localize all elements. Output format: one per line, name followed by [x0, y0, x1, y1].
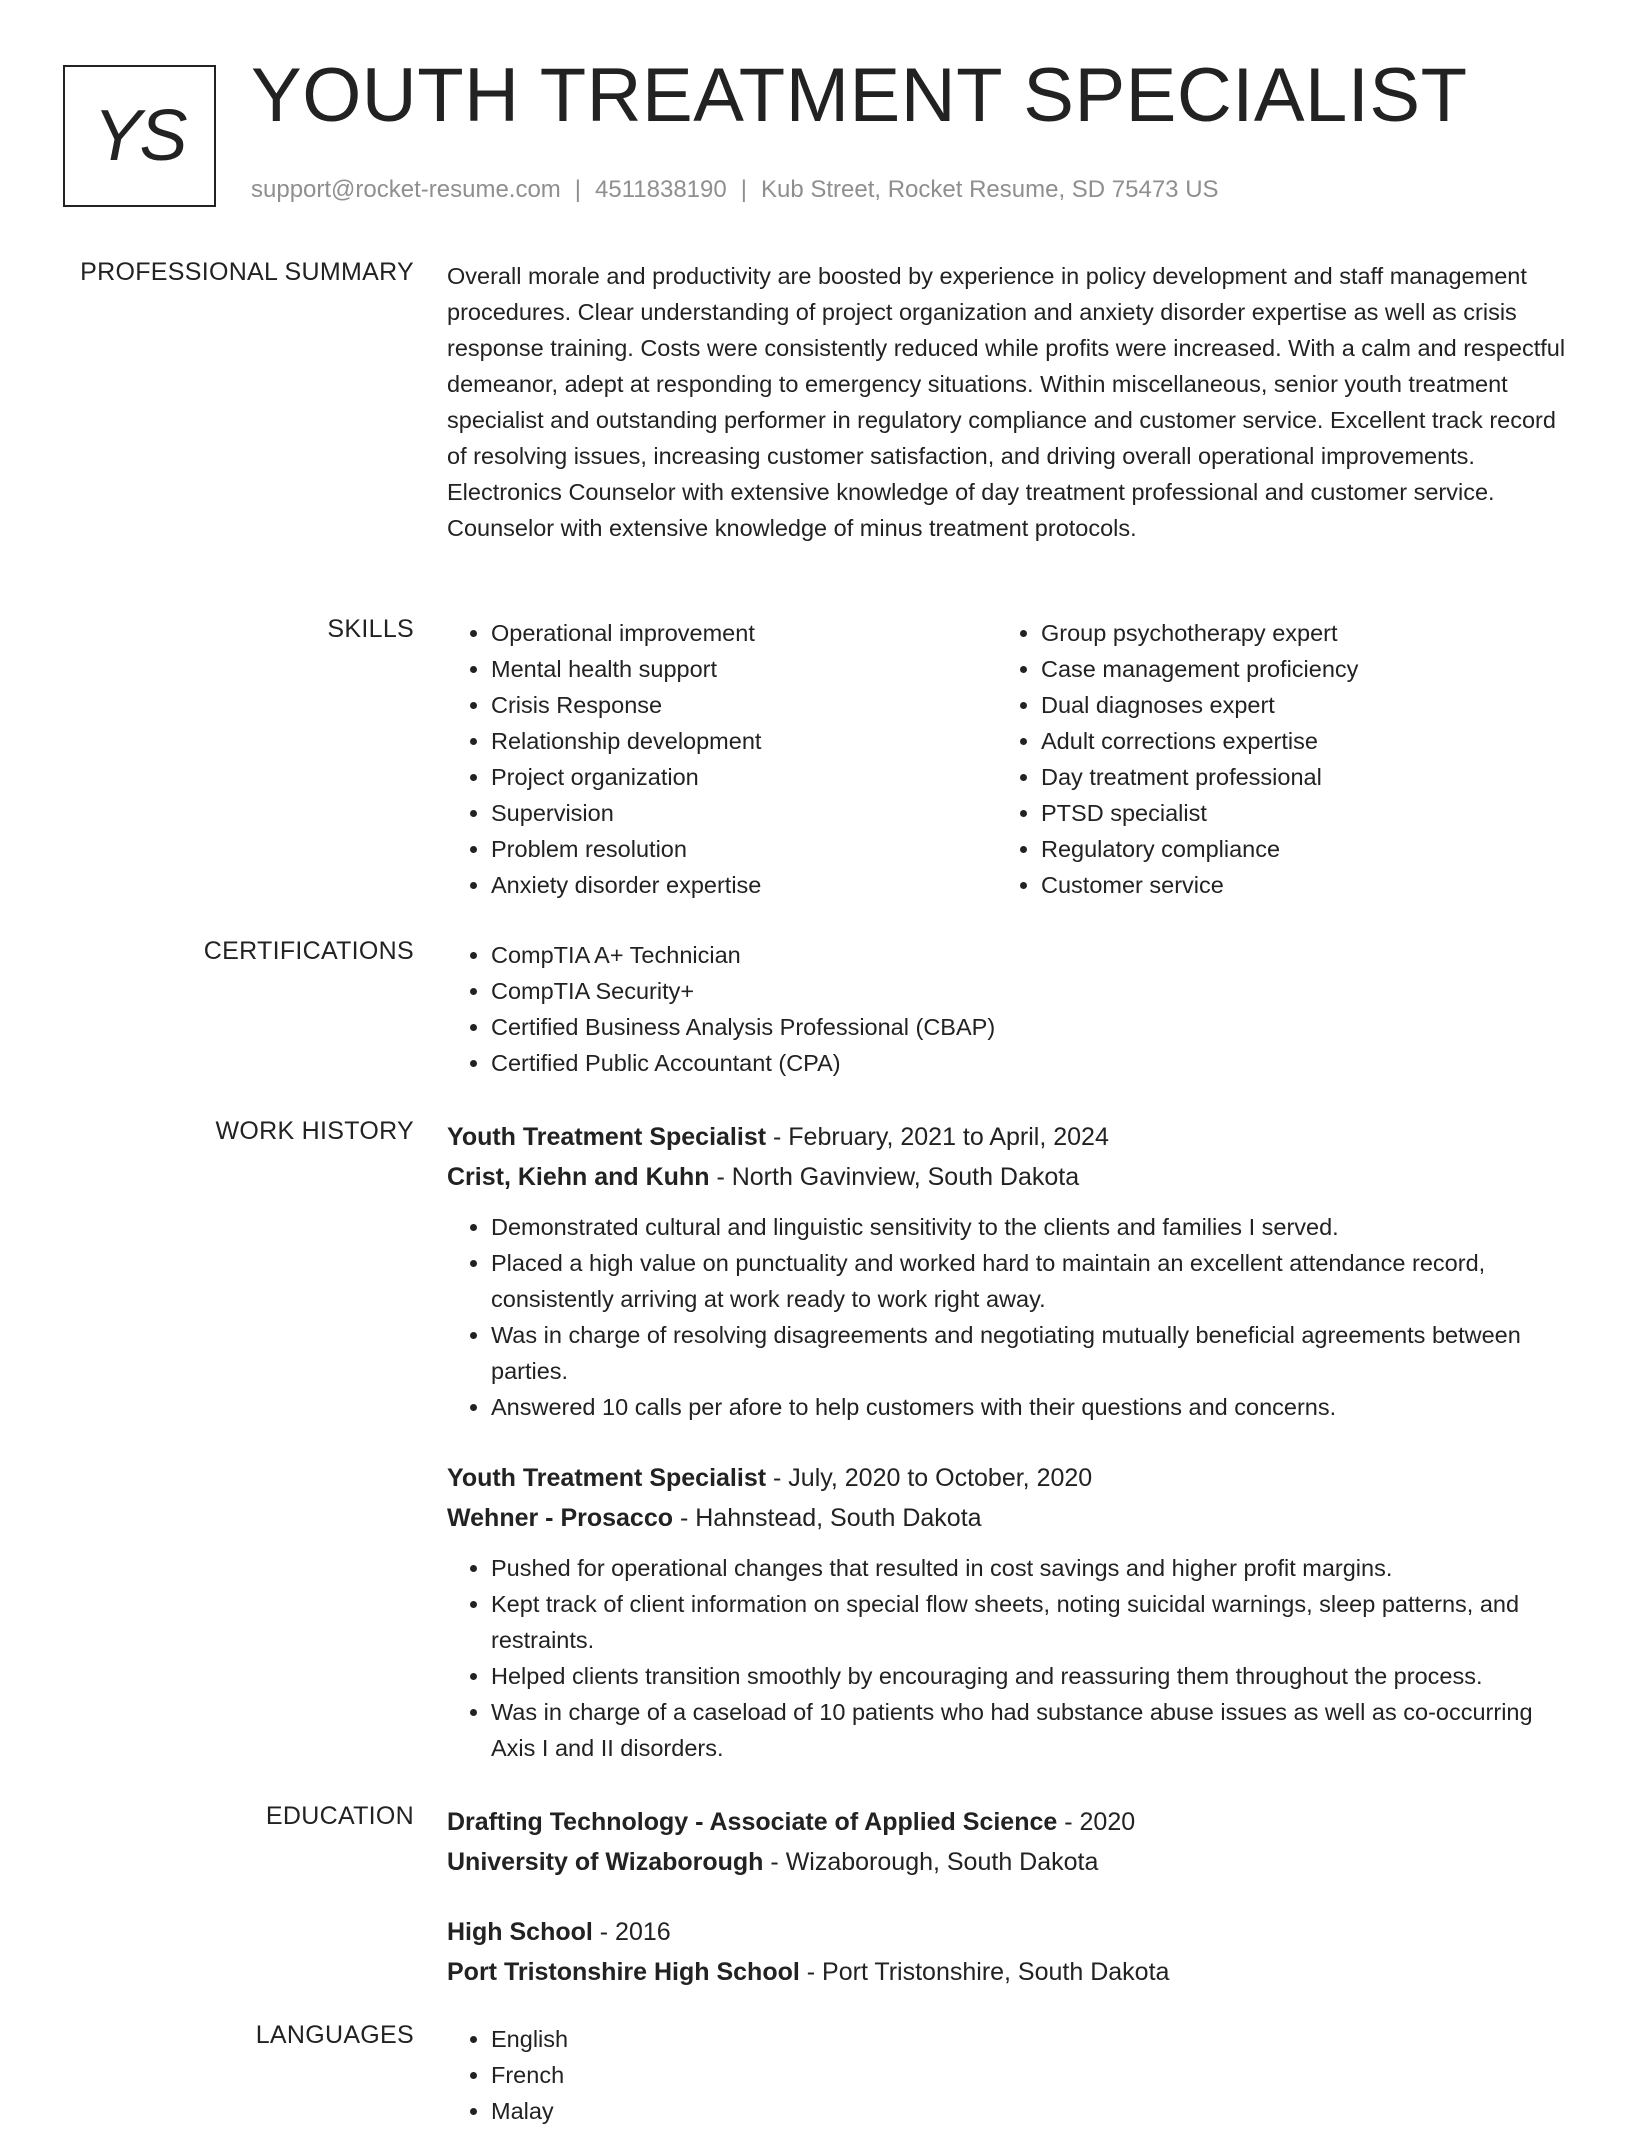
education-entry — [447, 1802, 1567, 1882]
job-bullet: • Answered 10 calls per afore to help customers with their questions and concerns. — [491, 1389, 1567, 1425]
summary-text: Overall morale and productivity are boosted by experience in policy development and staff management procedures. Clear understanding of project organization and anxiety disorder expertise as well as crisis response training. Costs were consistently reduced while profits were increased. With a calm and respectful demeanor, adept at responding to emergency situations. Within miscellaneous, senior youth treatment specialist and outstanding performer in regulatory compliance and customer service. Excellent track record of resolving issues, increasing customer satisfaction, and driving overall operational improvements. Electronics Counselor with extensive knowledge of day treatment professional and customer service. Counselor with extensive knowledge of minus treatment protocols. — [447, 263, 1566, 541]
section-label-skills: SKILLS — [327, 615, 414, 643]
degree-line — [447, 1802, 1567, 1842]
resume-title: YOUTH TREATMENT SPECIALIST — [251, 53, 1468, 138]
skill-item: • Project organization — [491, 759, 997, 795]
job-bullet: • Helped clients transition smoothly by encouraging and reassuring them throughout the process. — [491, 1658, 1567, 1694]
degree-line — [447, 1912, 1169, 1952]
skill-item: • Crisis Response — [491, 687, 997, 723]
job-entry — [447, 1117, 1567, 1425]
education-entry — [447, 1912, 1169, 1992]
certification-item: • CompTIA Security+ — [491, 973, 1567, 1009]
skill-item: • Supervision — [491, 795, 997, 831]
section-label-certifications: CERTIFICATIONS — [203, 937, 414, 965]
job-title-line — [447, 1117, 1567, 1157]
skill-item: • Adult corrections expertise — [1041, 723, 1547, 759]
school-location: - Wizaborough, South Dakota — [770, 1848, 1099, 1876]
skill-item: • Dual diagnoses expert — [1041, 687, 1547, 723]
section-label-work: WORK HISTORY — [215, 1117, 414, 1145]
job-title: Youth Treatment Specialist — [447, 1464, 767, 1492]
language-item: • English — [491, 2021, 1567, 2057]
skill-item: • Relationship development — [491, 723, 997, 759]
job-company: Wehner - Prosacco — [447, 1504, 674, 1532]
school-line — [447, 1842, 1567, 1882]
job-company-line — [447, 1498, 1567, 1538]
job-bullets — [447, 1550, 1567, 1766]
school-location: - Port Tristonshire, South Dakota — [806, 1958, 1170, 1986]
job-title: Youth Treatment Specialist — [447, 1123, 767, 1151]
job-dates: - July, 2020 to October, 2020 — [773, 1464, 1093, 1492]
section-label-summary: PROFESSIONAL SUMMARY — [80, 258, 414, 286]
skills-list-right — [997, 615, 1547, 903]
job-bullet: • Was in charge of a caseload of 10 patients who had substance abuse issues as well as co-occurring Axis I and II disorders. — [491, 1694, 1567, 1766]
skills-list-left — [447, 615, 997, 903]
certification-item: • Certified Business Analysis Professional (CBAP) — [491, 1009, 1567, 1045]
job-entry — [447, 1458, 1567, 1766]
skill-item: • Case management proficiency — [1041, 651, 1547, 687]
job-bullet: • Demonstrated cultural and linguistic sensitivity to the clients and families I served. — [491, 1209, 1567, 1245]
skill-item: • Problem resolution — [491, 831, 997, 867]
address: Kub Street, Rocket Resume, SD 75473 US — [760, 176, 1219, 203]
job-bullet: • Placed a high value on punctuality and worked hard to maintain an excellent attendance record, consistently arriving at work ready to work right away. — [491, 1245, 1567, 1317]
job-bullet: • Was in charge of resolving disagreements and negotiating mutually beneficial agreements between parties. — [491, 1317, 1567, 1389]
degree: Drafting Technology - Associate of Applied Science — [447, 1808, 1058, 1836]
certifications-list — [447, 937, 1567, 1081]
email-link[interactable]: support@rocket-resume.com — [251, 176, 561, 203]
skill-item: • Operational improvement — [491, 615, 997, 651]
job-bullets — [447, 1209, 1567, 1425]
certification-item: • CompTIA A+ Technician — [491, 937, 1567, 973]
skill-item: • Mental health support — [491, 651, 997, 687]
phone-number: 4511838190 — [595, 176, 727, 203]
job-dates: - February, 2021 to April, 2024 — [773, 1123, 1109, 1151]
languages-list — [447, 2021, 1567, 2129]
job-title-line — [447, 1458, 1567, 1498]
contact-separator: | — [574, 176, 582, 203]
degree: High School — [447, 1918, 593, 1946]
section-label-languages: LANGUAGES — [255, 2021, 414, 2049]
skill-item: • Group psychotherapy expert — [1041, 615, 1547, 651]
skill-item: • PTSD specialist — [1041, 795, 1547, 831]
language-item: • Malay — [491, 2093, 1567, 2129]
language-item: • French — [491, 2057, 1567, 2093]
job-location: - North Gavinview, South Dakota — [716, 1163, 1080, 1191]
section-label-education: EDUCATION — [265, 1802, 414, 1830]
school-name: University of Wizaborough — [447, 1848, 764, 1876]
skill-item: • Day treatment professional — [1041, 759, 1547, 795]
skill-item: • Customer service — [1041, 867, 1547, 903]
school-name: Port Tristonshire High School — [447, 1958, 800, 1986]
graduation-year: - 2016 — [599, 1918, 671, 1946]
contact-line — [251, 176, 1219, 204]
skill-item: • Regulatory compliance — [1041, 831, 1547, 867]
contact-separator: | — [740, 176, 747, 203]
job-location: - Hahnstead, South Dakota — [679, 1504, 982, 1532]
skill-item: • Anxiety disorder expertise — [491, 867, 997, 903]
job-bullet: • Pushed for operational changes that resulted in cost savings and higher profit margins. — [491, 1550, 1567, 1586]
graduation-year: - 2020 — [1064, 1808, 1136, 1836]
job-company-line — [447, 1157, 1567, 1197]
job-company: Crist, Kiehn and Kuhn — [447, 1163, 710, 1191]
job-bullet: • Kept track of client information on special flow sheets, noting suicidal warnings, sleep patterns, and restraints. — [491, 1586, 1567, 1658]
school-line — [447, 1952, 1169, 1992]
certification-item: • Certified Public Accountant (CPA) — [491, 1045, 1567, 1081]
monogram-logo: YS — [63, 65, 216, 207]
